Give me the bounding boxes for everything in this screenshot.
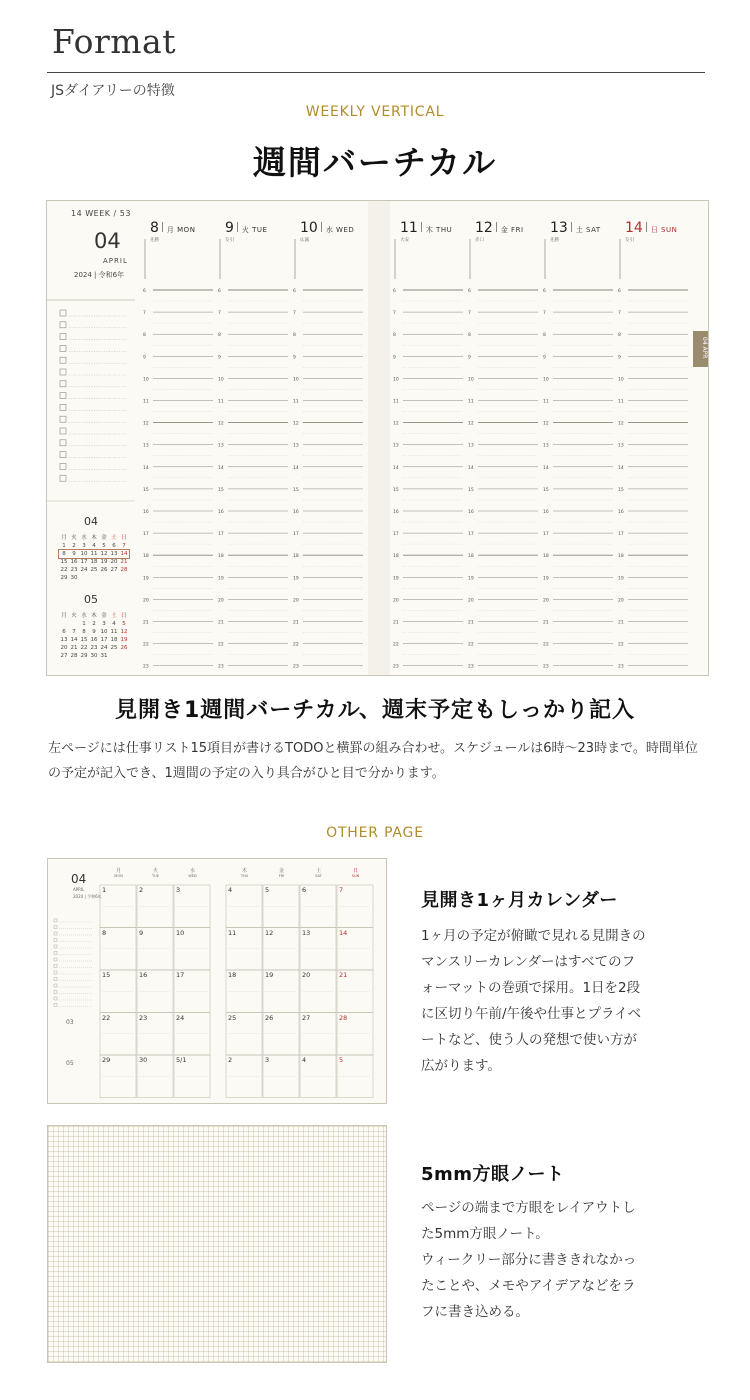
hour-label: 20 [468,598,474,604]
hour-label: 11 [393,399,399,405]
hour-label: 12 [393,421,399,427]
monthly-date: 5/1 [176,1056,187,1064]
todo-checkbox [60,440,66,446]
hour-label: 22 [543,642,549,648]
day-header: 12 金 FRI [475,220,524,236]
hour-label: 10 [293,377,299,383]
hour-label: 23 [393,664,399,670]
weekly-year: 2024 | 令和6年 [74,271,125,279]
hour-label: 9 [618,355,621,361]
hour-label: 22 [468,642,474,648]
hour-label: 8 [293,333,296,339]
mini-calendar-week: 8 9 10 11 12 13 14 [59,550,129,558]
monthly-date: 9 [139,928,144,937]
monthly-date: 27 [302,1013,311,1022]
monthly-date: 21 [339,971,348,979]
hour-label: 14 [543,465,549,471]
monthly-date: 16 [139,971,148,979]
hour-label: 20 [393,598,399,604]
day-header: 13 土 SAT [550,220,601,236]
hour-label: 8 [543,333,546,339]
monthly-date: 18 [228,971,237,979]
hour-label: 8 [393,333,396,339]
weekly-month-number: 04 [94,229,121,253]
monthly-date: 3 [176,886,181,894]
hour-label: 6 [393,289,396,294]
hour-label: 21 [618,620,624,626]
hour-label: 10 [618,377,624,383]
todo-checkbox [60,393,66,399]
hour-label: 21 [218,620,224,626]
hour-label: 17 [218,532,224,538]
day-rokuyo: 大安 [400,238,409,243]
monthly-date: 28 [339,1013,348,1022]
month-index-tab: 04 APR [693,331,709,367]
hour-label: 16 [393,510,399,515]
hour-label: 19 [218,576,224,582]
hour-label: 19 [543,576,549,582]
monthly-weekday-en: SAT [315,874,322,878]
monthly-weekday: 日 [352,868,358,874]
monthly-feature-title: 見開き1ヶ月カレンダー [421,890,618,911]
todo-checkbox [60,452,66,458]
weekly-headline: 見開き1週間バーチカル、週末予定もしっかり記入 [114,698,636,723]
hour-label: 13 [143,443,149,449]
monthly-weekday-en: TUE [152,874,159,878]
monthly-date: 12 [265,928,274,937]
hour-label: 14 [468,465,474,471]
hour-label: 9 [468,355,471,361]
hour-label: 15 [218,487,224,493]
todo-checkbox [60,357,66,363]
monthly-weekday-en: MON [114,874,123,878]
hour-label: 13 [468,443,474,449]
hour-label: 11 [468,399,474,405]
hour-label: 14 [618,465,624,471]
hour-label: 6 [468,289,471,294]
mini-calendar-week: 27 28 29 30 31 [60,653,108,659]
hour-label: 10 [143,377,149,383]
todo-checkbox [60,404,66,410]
monthly-date: 13 [302,928,311,937]
section-title-weekly: 週間バーチカル [252,143,498,182]
hour-label: 23 [293,664,299,670]
monthly-weekday: 月 [115,868,121,874]
hour-label: 23 [143,664,149,670]
monthly-month-number: 04 [71,872,87,886]
hour-label: 22 [393,642,399,648]
hour-label: 6 [143,289,146,294]
week-number: 14 WEEK / 53 [71,209,131,218]
hour-label: 12 [293,421,299,427]
todo-checkbox [60,381,66,387]
monthly-date: 5 [339,1056,344,1064]
hour-label: 20 [143,598,149,604]
hour-label: 10 [543,377,549,383]
mini-calendar-week: 1 2 3 4 5 [82,621,126,627]
monthly-date: 7 [339,886,344,894]
hour-label: 19 [618,576,624,582]
monthly-date: 15 [102,971,111,979]
hour-label: 12 [618,421,624,427]
hour-label: 7 [618,311,621,317]
monthly-date: 1 [102,886,107,894]
monthly-date: 8 [102,928,107,937]
hour-label: 7 [543,311,546,317]
mini-calendar-week: 1 2 3 4 5 6 7 [62,543,126,549]
monthly-date: 23 [139,1013,148,1022]
monthly-date: 2 [139,886,144,894]
hour-label: 18 [618,554,624,560]
hour-label: 9 [218,355,221,361]
hour-label: 21 [293,620,299,626]
hour-label: 16 [293,510,299,515]
day-rokuyo: 友引 [625,238,634,243]
hour-label: 11 [293,399,299,405]
hour-label: 20 [293,598,299,604]
hour-label: 17 [618,532,624,538]
hour-label: 9 [293,355,296,361]
monthly-date: 14 [339,928,348,937]
hour-label: 19 [293,576,299,582]
hour-label: 17 [293,532,299,538]
hour-label: 23 [543,664,549,670]
hour-label: 15 [393,487,399,493]
monthly-date: 30 [139,1056,148,1064]
hour-label: 7 [218,311,221,317]
monthly-weekday-en: WED [188,874,197,878]
mini-calendar-title: 04 [84,515,98,528]
hour-label: 7 [393,311,396,317]
monthly-date: 19 [265,971,274,979]
hour-label: 6 [293,289,296,294]
hour-label: 18 [143,554,149,560]
hour-label: 22 [143,642,149,648]
hour-label: 16 [143,510,149,515]
day-rokuyo: 仏滅 [300,238,309,243]
hour-label: 13 [393,443,399,449]
hour-label: 6 [218,289,221,294]
hour-label: 8 [468,333,471,339]
hour-label: 13 [218,443,224,449]
monthly-date: 29 [102,1056,111,1064]
mini-calendar-title: 05 [84,593,98,606]
day-header: 14 日 SUN [625,220,678,236]
hour-label: 8 [143,333,146,339]
mini-calendar-april: 月 火 水 木 金 土 日 1 2 3 4 5 6 7 8 9 10 11 12 13 14 15 16 17 18 19 20 21 22 23 24 25 26 27 28 29 30 [60,535,128,581]
hour-label: 16 [468,510,474,515]
todo-checkbox [60,369,66,375]
hour-label: 15 [468,487,474,493]
hour-label: 14 [393,465,399,471]
hour-label: 21 [468,620,474,626]
todo-checkbox [60,475,66,481]
hour-label: 22 [218,642,224,648]
hour-label: 18 [468,554,474,560]
hour-label: 19 [468,576,474,582]
monthly-year: 2024 | 令和6年 [73,894,102,899]
hour-label: 14 [218,465,224,471]
monthly-page-preview [47,858,387,1104]
monthly-weekday: 木 [241,868,247,874]
monthly-weekday: 金 [278,868,284,874]
monthly-date: 22 [102,1013,111,1022]
monthly-date: 5 [265,886,270,894]
todo-checkbox [60,428,66,434]
hour-label: 20 [543,598,549,604]
hour-label: 12 [143,421,149,427]
monthly-date: 10 [176,928,185,937]
todo-checkbox [60,334,66,340]
monthly-date: 4 [302,1056,307,1064]
hour-label: 11 [218,399,224,405]
hour-label: 19 [143,576,149,582]
day-rokuyo: 先勝 [550,238,559,243]
monthly-weekday: 水 [189,868,195,874]
hour-label: 9 [393,355,396,361]
mini-calendar-week: 6 7 8 9 10 11 12 [62,629,128,635]
hour-label: 15 [618,487,624,493]
hour-label: 9 [143,355,146,361]
weekly-page-preview [46,200,709,676]
todo-checkbox [60,416,66,422]
hour-label: 22 [618,642,624,648]
monthly-date: 26 [265,1013,274,1022]
monthly-date: 25 [228,1013,237,1022]
hour-label: 15 [543,487,549,493]
hour-label: 21 [393,620,399,626]
section-label-weekly: WEEKLY VERTICAL [305,104,445,120]
todo-checkbox [60,463,66,469]
hour-label: 14 [143,465,149,471]
hour-label: 7 [293,311,296,317]
hour-label: 14 [293,465,299,471]
hour-label: 20 [618,598,624,604]
hour-label: 19 [393,576,399,582]
monthly-mini-title-2: 05 [66,1060,74,1067]
monthly-date: 2 [228,1056,233,1064]
hour-label: 9 [543,355,546,361]
day-header: 9 火 TUE [225,220,268,236]
hour-label: 22 [293,642,299,648]
monthly-month-name: APRIL [73,887,85,892]
monthly-weekday: 土 [315,868,321,874]
weekly-ruled-lines [47,201,709,676]
todo-checkbox [60,322,66,328]
hour-label: 10 [393,377,399,383]
hour-label: 16 [218,510,224,515]
hour-label: 7 [468,311,471,317]
mini-calendar-may: 月 火 水 木 金 土 日 1 2 3 4 5 6 7 8 9 10 11 12 13 14 15 16 17 18 19 20 21 22 23 24 25 26 27 28 29 30 31 [60,613,128,659]
monthly-date: 3 [265,1056,270,1064]
hour-label: 11 [618,399,624,405]
hour-label: 16 [543,510,549,515]
mini-calendar-week: 13 14 15 16 17 18 19 [60,637,128,643]
monthly-date: 6 [302,886,307,894]
hour-label: 12 [218,421,224,427]
hour-label: 18 [543,554,549,560]
monthly-date: 24 [176,1013,185,1022]
hour-label: 6 [618,289,621,294]
hour-label: 13 [618,443,624,449]
hour-label: 16 [618,510,624,515]
hour-label: 18 [393,554,399,560]
hour-label: 15 [293,487,299,493]
hour-label: 10 [468,377,474,383]
monthly-date: 17 [176,971,185,979]
hour-label: 13 [293,443,299,449]
day-rokuyo: 先勝 [150,238,159,243]
page-subtitle: JSダイアリーの特徴 [51,83,175,99]
todo-checkbox [60,310,66,316]
hour-label: 11 [543,399,549,405]
hour-label: 7 [143,311,146,317]
hour-label: 17 [143,532,149,538]
hour-label: 11 [143,399,149,405]
weekly-month-name: APRIL [103,257,128,265]
hour-label: 10 [218,377,224,383]
monthly-date: 4 [228,886,233,894]
monthly-mini-title: 03 [66,1019,74,1026]
hour-label: 13 [543,443,549,449]
todo-checkbox [60,345,66,351]
mini-calendar-week: 20 21 22 23 24 25 26 [60,645,128,651]
hour-label: 17 [543,532,549,538]
day-header: 8 月 MON [150,220,196,236]
title-divider [47,72,705,73]
mini-calendar-week: 22 23 24 25 26 27 28 [60,567,128,573]
monthly-date: 20 [302,971,311,979]
hour-label: 17 [393,532,399,538]
hour-label: 18 [218,554,224,560]
weekly-description: 左ページには仕事リスト15項目が書けるTODOと横罫の組み合わせ。スケジュールは6時〜23時まで。時間単位の予定が記入でき、1週間の予定の入り具合がひと目で分かります。 [48,741,698,781]
monthly-weekday: 火 [152,868,158,874]
hour-label: 15 [143,487,149,493]
hour-label: 23 [218,664,224,670]
page-title: Format [52,22,176,61]
monthly-weekday-en: FRI [278,874,285,878]
hour-label: 8 [218,333,221,339]
day-rokuyo: 赤口 [475,238,484,243]
day-header: 10 水 WED [300,220,355,236]
grid-feature-text: ページの端まで方眼をレイアウトし た5mm方眼ノート。 ウィークリー部分に書ききれなかっ たことや、メモやアイデアなどをラ フに書き込める。 [421,1200,637,1320]
hour-label: 12 [543,421,549,427]
hour-label: 8 [618,333,621,339]
hour-label: 23 [468,664,474,670]
mini-calendar-week: 29 30 [60,575,78,581]
hour-label: 20 [218,598,224,604]
mini-calendar-week: 15 16 17 18 19 20 21 [60,559,128,565]
hour-label: 21 [143,620,149,626]
monthly-date: 11 [228,928,237,937]
monthly-weekday-en: SUN [351,874,360,878]
hour-label: 21 [543,620,549,626]
grid-feature-title: 5mm方眼ノート [421,1164,565,1185]
hour-label: 12 [468,421,474,427]
monthly-feature-text: 1ヶ月の予定が俯瞰で見れる見開きの マンスリーカレンダーはすべてのフ ォーマットの巻頭で採用。1日を2段 に区切り午前/午後や仕事とプライベ ートなど、使う人の発想で使い方が 広がります。 [421,928,646,1074]
hour-label: 17 [468,532,474,538]
day-rokuyo: 友引 [225,238,234,243]
monthly-weekday-en: THU [240,874,249,878]
grid-notebook-preview [47,1125,387,1363]
hour-label: 18 [293,554,299,560]
hour-label: 23 [618,664,624,670]
hour-label: 6 [543,289,546,294]
day-header: 11 木 THU [400,220,453,236]
section-label-other: OTHER PAGE [326,825,424,841]
